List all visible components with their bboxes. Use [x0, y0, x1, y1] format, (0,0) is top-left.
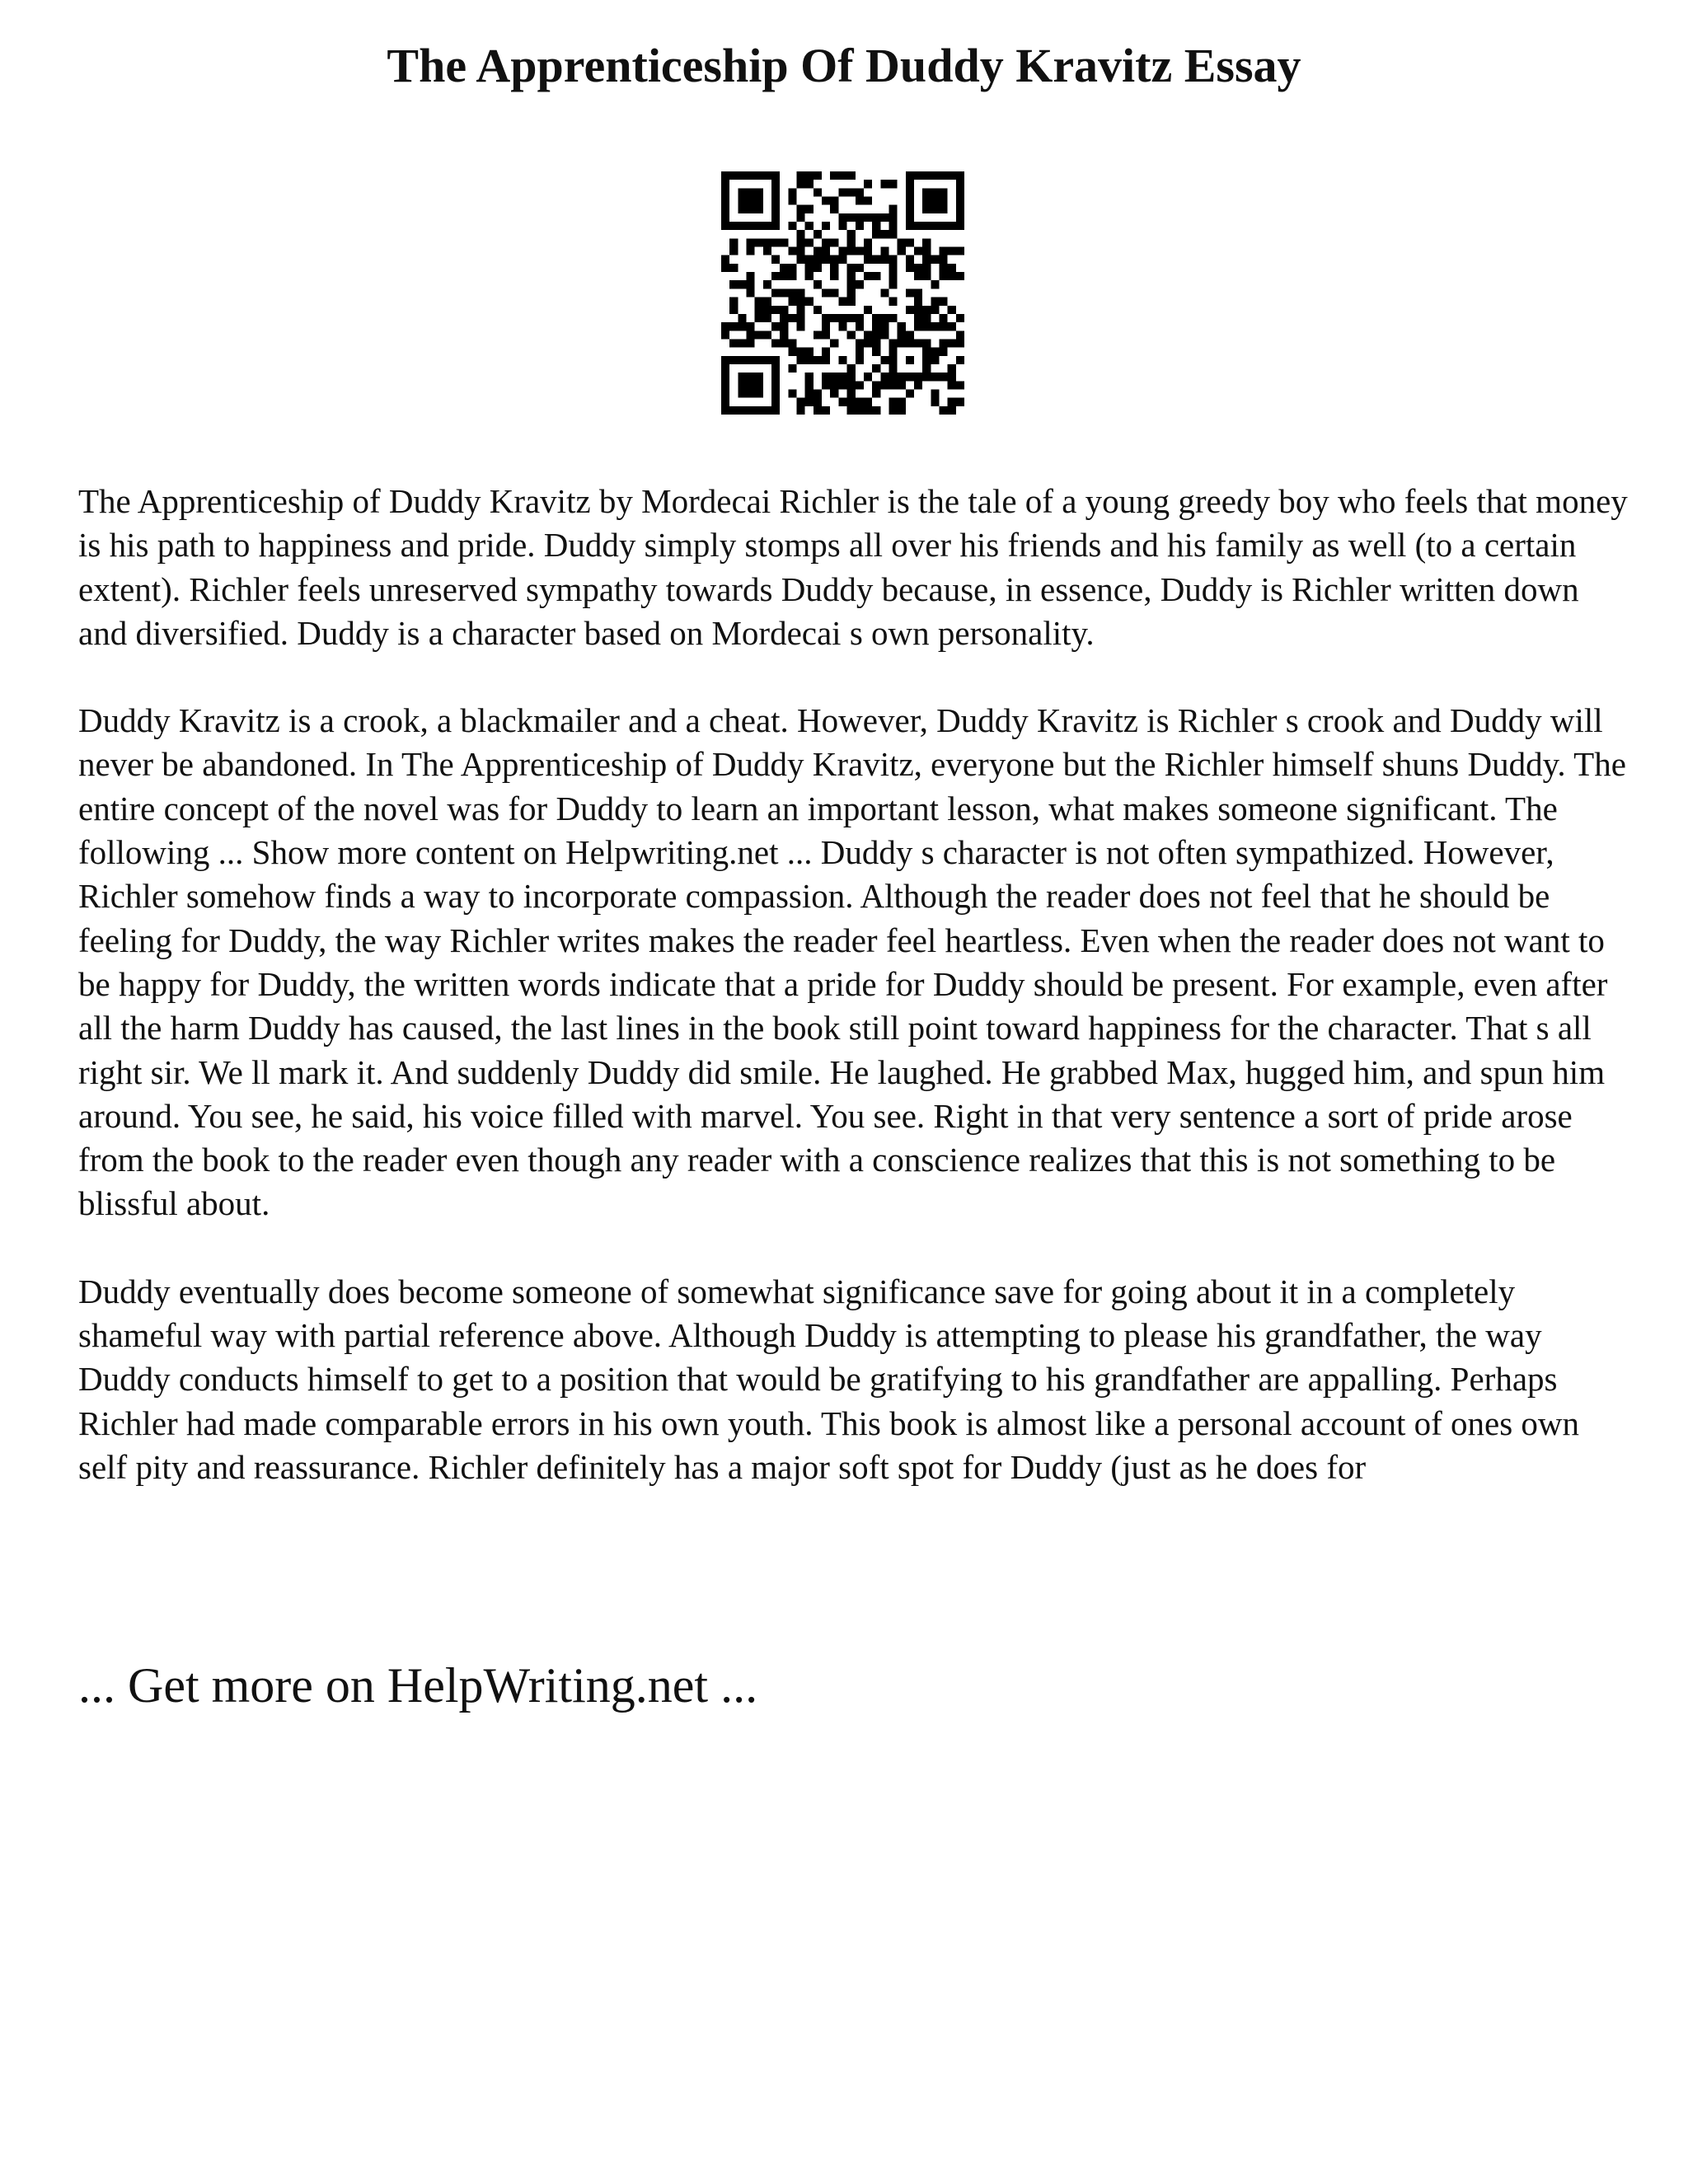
paragraph: The Apprenticeship of Duddy Kravitz by Mordecai Richler is the tale of a young greedy boy who feels that money is his path to happiness and pride. Duddy simply stomps all over his friends and his family as well (to a certain extent). Richler feels unreserved sympathy towards Duddy because, in essence, Duddy is Richler written down and diversified. Duddy is a character based on Mordecai s own personality.	[78, 482, 1628, 652]
paragraph: Duddy eventually does become someone of somewhat significance save for going about it in a completely shameful way with partial reference above. Although Duddy is attempting to please his grandfather, the way Duddy conducts himself to get to a position that would be gratifying to his grandfather are appalling. Perhaps Richler had made comparable errors in his own youth. This book is almost like a personal account of ones own self pity and reassurance. Richler definitely has a major soft spot for Duddy (just as he does for	[78, 1272, 1580, 1486]
qr-code-graphic	[721, 171, 964, 415]
paragraph: Duddy Kravitz is a crook, a blackmailer and a cheat. However, Duddy Kravitz is Richler s crook and Duddy will never be abandoned. In The Apprenticeship of Duddy Kravitz, everyone but the Richler himself shuns Duddy. The entire concept of the novel was for Duddy to learn an important lesson, what makes someone significant. The following ... Show more content on Helpwriting.net ... Duddy s character is not often sympathized. However, Richler somehow finds a way to incorporate compassion. Although the reader does not feel that he should be feeling for Duddy, the way Richler writes makes the reader feel heartless. Even when the reader does not want to be happy for Duddy, the written words indicate that a pride for Duddy should be present. For example, even after all the harm Duddy has caused, the last lines in the book still point toward happiness for the character. That s all right sir. We ll mark it. And suddenly Duddy did smile. He laughed. He grabbed Max, hugged him, and spun him around. You see, he said, his voice filled with marvel. You see. Right in that very sentence a sort of pride arose from the book to the reader even though any reader with a conscience realizes that this is not something to be blissful about.	[78, 701, 1626, 1223]
qr-code-icon[interactable]	[721, 171, 964, 415]
get-more-link[interactable]: ... Get more on HelpWriting.net ...	[78, 1658, 758, 1713]
essay-body	[78, 480, 1628, 1533]
document-title: The Apprenticeship Of Duddy Kravitz Essay	[387, 39, 1301, 92]
